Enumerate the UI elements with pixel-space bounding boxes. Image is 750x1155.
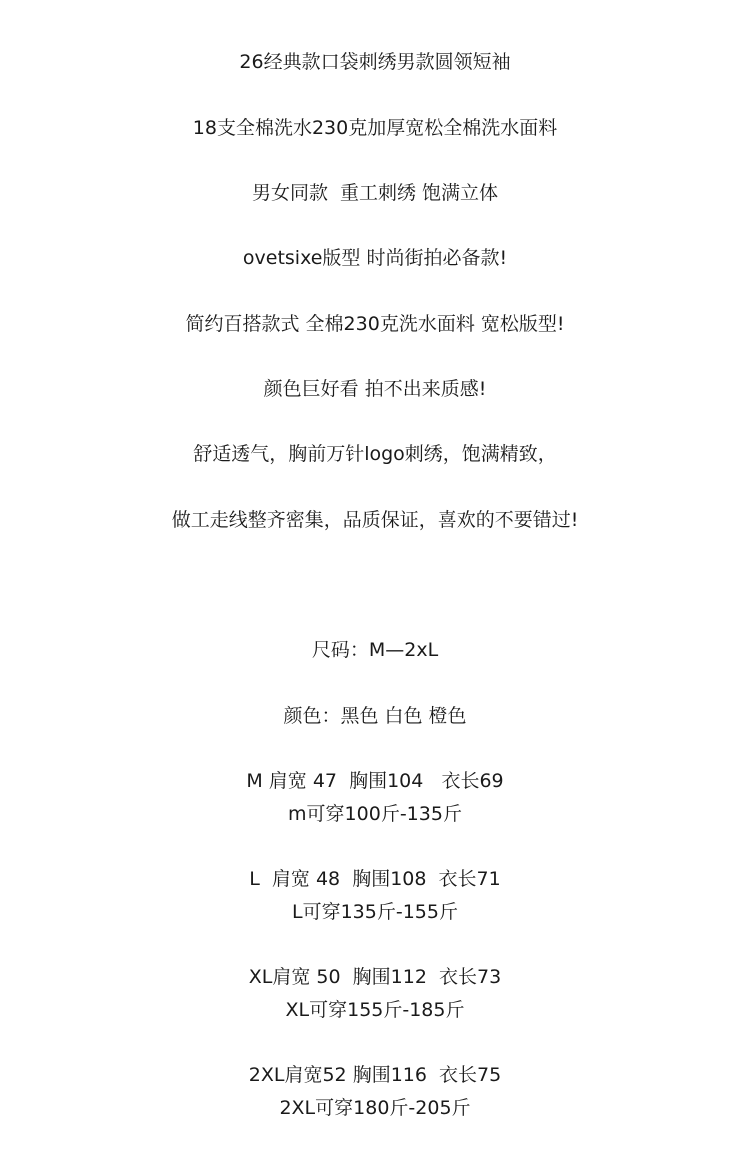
size-measurements: 2XL肩宽52 胸围116 衣长75: [248, 1064, 502, 1086]
description-line: 26经典款口袋刺绣男款圆领短袖: [239, 51, 511, 73]
size-fit: L可穿135斤-155斤: [292, 901, 458, 923]
description-line: 舒适透气，胸前万针logo刺绣，饱满精致，: [193, 443, 557, 465]
size-range: 尺码：M—2xL: [311, 639, 439, 661]
description-line: 简约百搭款式 全棉230克洗水面料 宽松版型!: [185, 313, 565, 335]
color-options: 颜色：黑色 白色 橙色: [283, 705, 467, 727]
size-fit: m可穿100斤-135斤: [288, 803, 462, 825]
description-line: 18支全棉洗水230克加厚宽松全棉洗水面料: [192, 117, 558, 139]
size-measurements: L 肩宽 48 胸围108 衣长71: [249, 868, 501, 890]
size-measurements: XL肩宽 50 胸围112 衣长73: [248, 966, 502, 988]
description-line: 颜色巨好看 拍不出来质感!: [263, 378, 487, 400]
description-line: 做工走线整齐密集，品质保证，喜欢的不要错过!: [171, 509, 579, 531]
description-line: 男女同款 重工刺绣 饱满立体: [251, 182, 499, 204]
description-line: ovetsixe版型 时尚街拍必备款!: [242, 247, 508, 269]
size-fit: 2XL可穿180斤-205斤: [279, 1097, 471, 1119]
size-measurements: M 肩宽 47 胸围104 衣长69: [246, 770, 504, 792]
size-fit: XL可穿155斤-185斤: [285, 999, 465, 1021]
